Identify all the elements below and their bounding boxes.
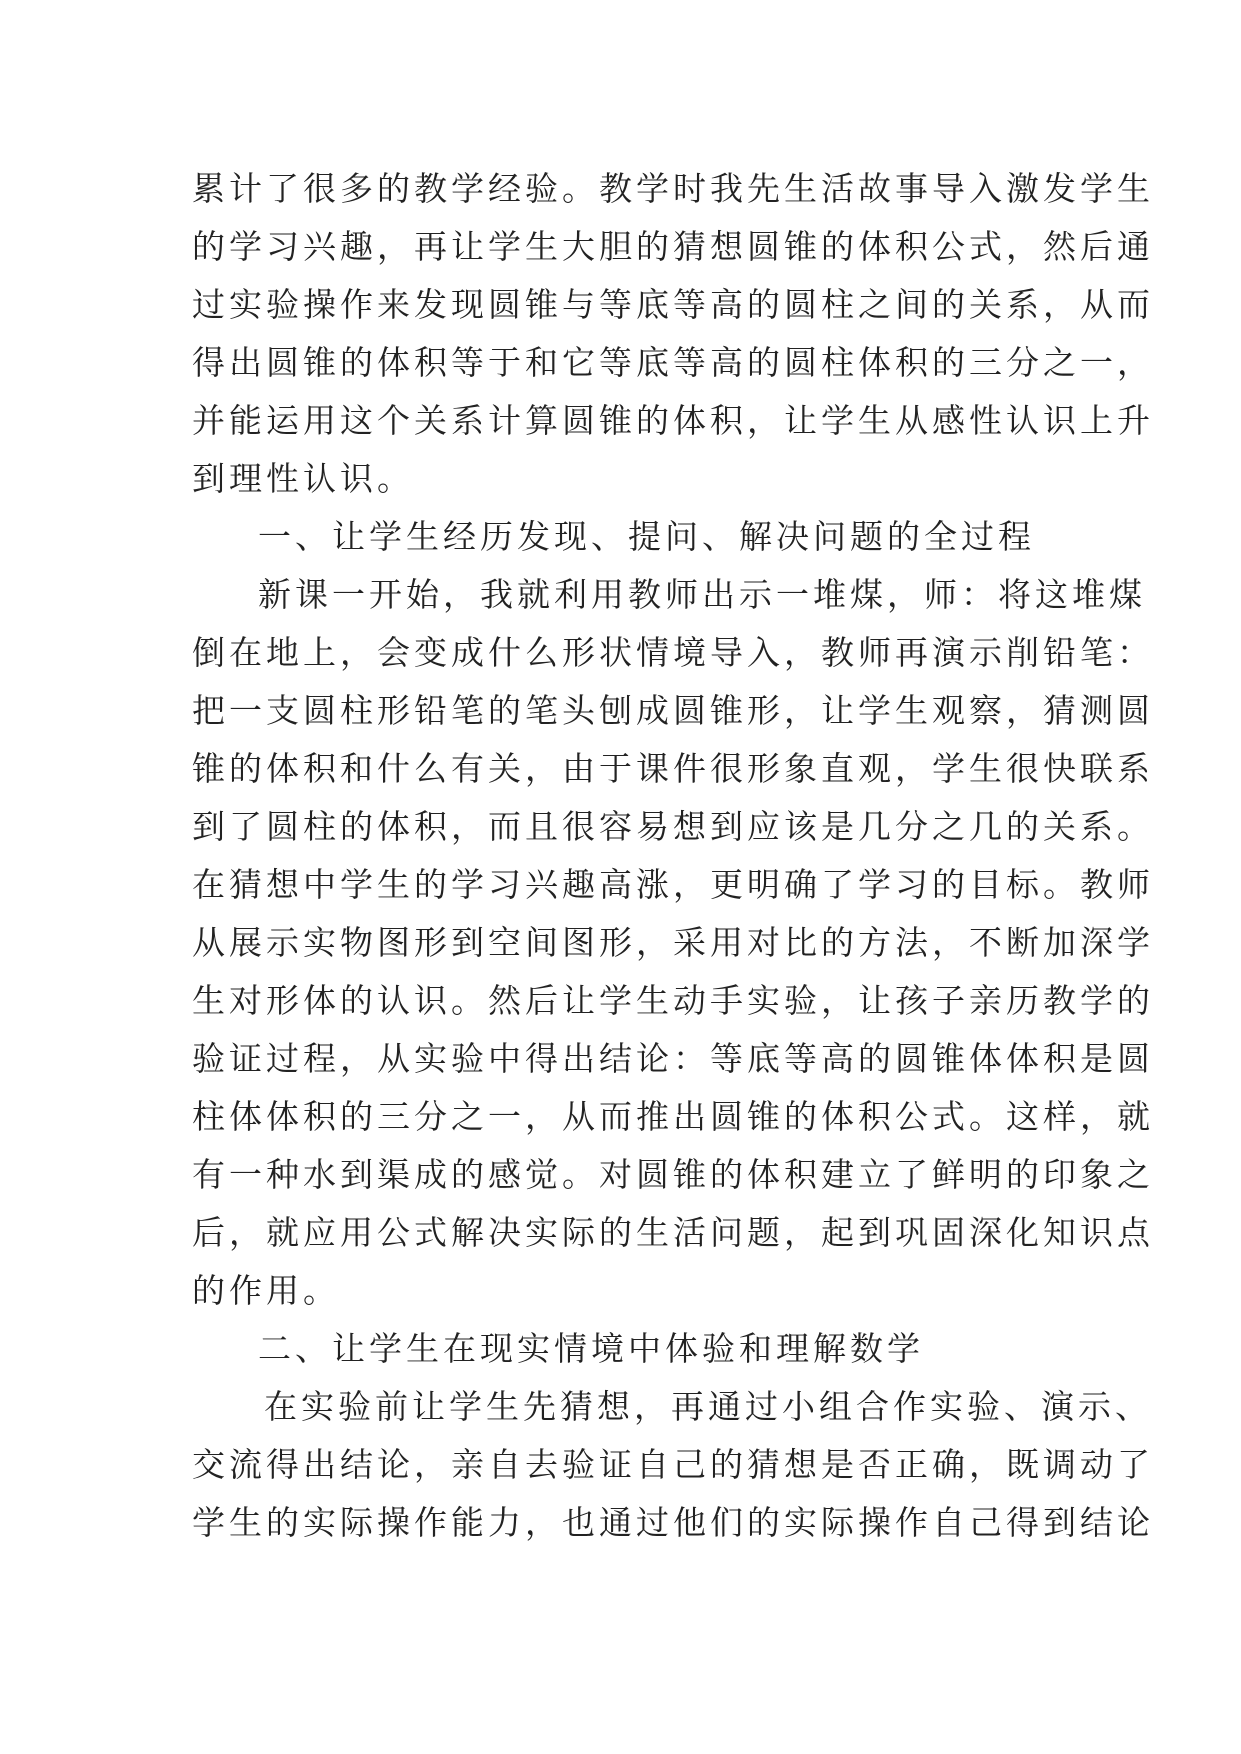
- text-line: 生对形体的认识。然后让学生动手实验，让孩子亲历教学的: [192, 981, 1154, 1020]
- text-line: 得出圆锥的体积等于和它等底等高的圆柱体积的三分之一，: [192, 343, 1154, 382]
- paragraph-first-line: 新课一开始，我就利用教师出示一堆煤，师：将这堆煤: [258, 575, 1146, 614]
- text-line: 锥的体积和什么有关，由于课件很形象直观，学生很快联系: [192, 749, 1154, 788]
- text-line: 的学习兴趣，再让学生大胆的猜想圆锥的体积公式，然后通: [192, 227, 1154, 266]
- text-line: 交流得出结论，亲自去验证自己的猜想是否正确，既调动了: [192, 1445, 1154, 1484]
- text-line: 的作用。: [192, 1271, 340, 1310]
- text-line: 从展示实物图形到空间图形，采用对比的方法，不断加深学: [192, 923, 1154, 962]
- paragraph-first-line: 在实验前让学生先猜想，再通过小组合作实验、演示、: [264, 1387, 1152, 1426]
- text-line: 到理性认识。: [192, 459, 414, 498]
- text-line: 学生的实际操作能力，也通过他们的实际操作自己得到结论: [192, 1503, 1154, 1542]
- text-line: 柱体体积的三分之一，从而推出圆锥的体积公式。这样，就: [192, 1097, 1154, 1136]
- section-heading-1: 一、让学生经历发现、提问、解决问题的全过程: [258, 517, 1035, 556]
- section-heading-2: 二、让学生在现实情境中体验和理解数学: [258, 1329, 924, 1368]
- text-line: 过实验操作来发现圆锥与等底等高的圆柱之间的关系，从而: [192, 285, 1154, 324]
- text-line: 后，就应用公式解决实际的生活问题，起到巩固深化知识点: [192, 1213, 1154, 1252]
- text-line: 并能运用这个关系计算圆锥的体积，让学生从感性认识上升: [192, 401, 1154, 440]
- text-line: 有一种水到渠成的感觉。对圆锥的体积建立了鲜明的印象之: [192, 1155, 1154, 1194]
- text-line: 在猜想中学生的学习兴趣高涨，更明确了学习的目标。教师: [192, 865, 1154, 904]
- text-line: 倒在地上，会变成什么形状情境导入，教师再演示削铅笔：: [192, 633, 1154, 672]
- text-line: 把一支圆柱形铅笔的笔头刨成圆锥形，让学生观察，猜测圆: [192, 691, 1154, 730]
- document-body: [192, 160, 1154, 1552]
- text-line: 验证过程，从实验中得出结论：等底等高的圆锥体体积是圆: [192, 1039, 1154, 1078]
- text-line: 到了圆柱的体积，而且很容易想到应该是几分之几的关系。: [192, 807, 1154, 846]
- text-line: 累计了很多的教学经验。教学时我先生活故事导入激发学生: [192, 169, 1154, 208]
